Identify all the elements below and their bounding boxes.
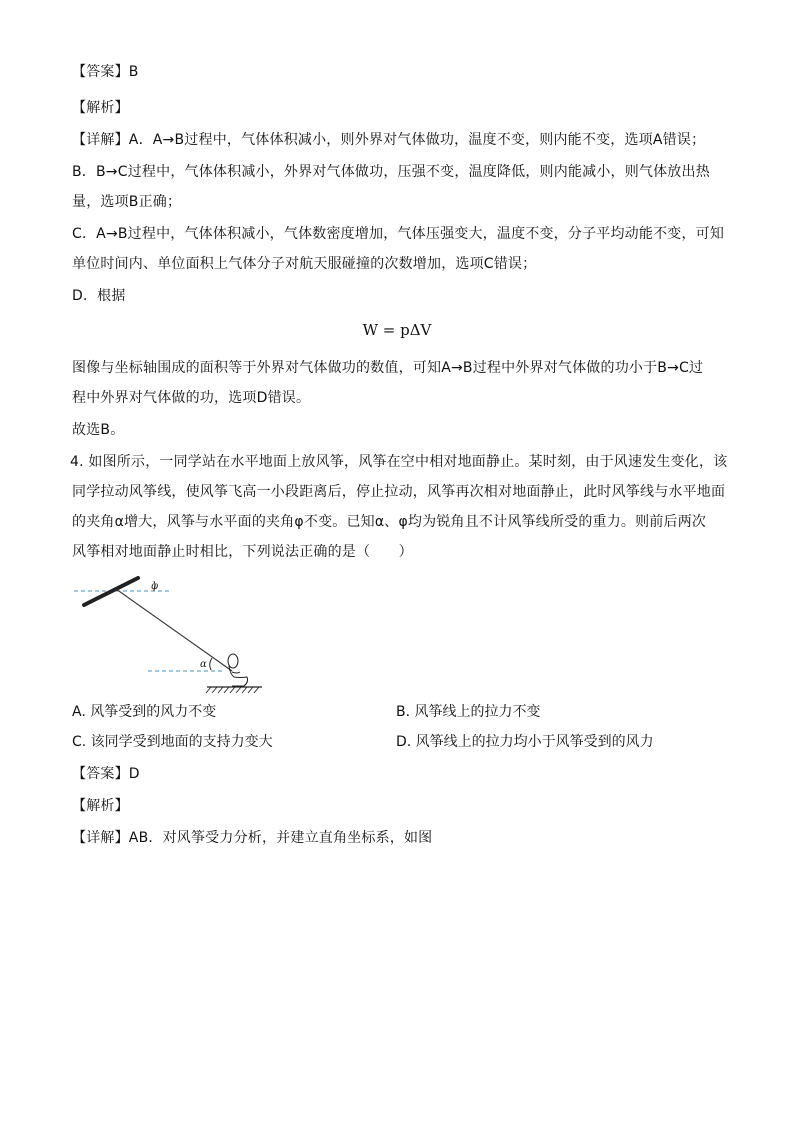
detail-option-d-line3: 程中外界对气体做的功，选项D错误。 bbox=[72, 390, 311, 406]
ground-hatching bbox=[206, 687, 259, 693]
question-4-line3: 的夹角α增大，风筝与水平面的夹角φ不变。已知α、φ均为锐角且不计风筝线所受的重力。则前后两次 bbox=[72, 514, 707, 530]
detail-option-c-line1: C．A→B过程中，气体体积减小，气体数密度增加，气体压强变大，温度不变，分子平均动能不变，可知 bbox=[72, 226, 725, 242]
kite-string bbox=[116, 589, 232, 671]
detail-option-a: 【详解】A．A→B过程中，气体体积减小，则外界对气体做功，温度不变，则内能不变，选项A错误； bbox=[72, 132, 706, 148]
alpha-angle-arc bbox=[210, 658, 212, 670]
option-a: A. 风筝受到的风力不变 bbox=[72, 704, 217, 720]
analysis-label-1: 【解析】 bbox=[72, 100, 129, 116]
work-formula: W = pΔV bbox=[362, 321, 432, 339]
answer-label-2: 【答案】D bbox=[72, 766, 140, 782]
detail-option-d-line2: 图像与坐标轴围成的面积等于外界对气体做功的数值，可知A→B过程中外界对气体做的功小于B→C过 bbox=[72, 360, 704, 376]
detail-option-c-line2: 单位时间内、单位面积上气体分子对航天服碰撞的次数增加，选项C错误； bbox=[72, 256, 537, 272]
detail-option-d-line1: D．根据 bbox=[72, 288, 126, 304]
kite-figure bbox=[72, 574, 292, 694]
answer-label-1: 【答案】B bbox=[72, 64, 139, 80]
option-b: B. 风筝线上的拉力不变 bbox=[396, 704, 541, 720]
option-d: D. 风筝线上的拉力均小于风筝受到的风力 bbox=[396, 734, 654, 750]
question-4-line2: 同学拉动风筝线，使风筝飞高一小段距离后，停止拉动，风筝再次相对地面静止，此时风筝线与水平地面 bbox=[72, 484, 726, 500]
phi-label: φ bbox=[151, 581, 159, 592]
detail-option-b-line2: 量，选项B正确； bbox=[72, 194, 182, 210]
analysis-label-2: 【解析】 bbox=[72, 798, 129, 814]
alpha-label: α bbox=[200, 659, 207, 670]
question-4-line4: 风筝相对地面静止时相比，下列说法正确的是（ ） bbox=[72, 544, 413, 560]
question-4-line1: 4. 如图所示，一同学站在水平地面上放风筝，风筝在空中相对地面静止。某时刻，由于风速发生变化，该 bbox=[70, 454, 728, 470]
conclusion-line: 故选B。 bbox=[72, 422, 125, 438]
option-c: C. 该同学受到地面的支持力变大 bbox=[72, 734, 273, 750]
detail-option-b-line1: B．B→C过程中，气体体积减小，外界对气体做功，压强不变，温度降低，则内能减小，则气体放出热 bbox=[72, 164, 710, 180]
kite bbox=[84, 578, 138, 605]
detail-option-ab: 【详解】AB．对风筝受力分析，并建立直角坐标系，如图 bbox=[72, 830, 433, 846]
